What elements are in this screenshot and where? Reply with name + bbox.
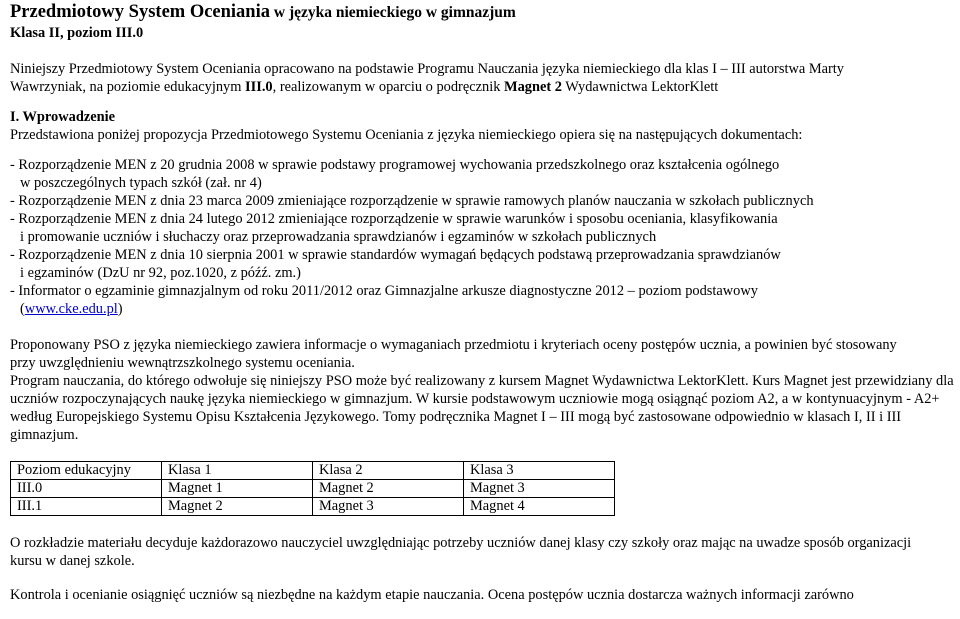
documents-list [10,156,955,318]
table-header-cell: Poziom edukacyjny [11,462,162,480]
page-subtitle: Klasa II, poziom III.0 [10,25,144,41]
intro-level: III.0 [245,79,273,95]
table-header-cell: Klasa 1 [162,462,313,480]
intro-text-3: Wydawnictwa LektorKlett [561,79,719,95]
document-item-cont: w poszczególnych typach szkół (zał. nr 4) [20,175,262,191]
spacer [10,42,955,60]
table-cell: III.1 [11,498,162,516]
cke-link-line [10,300,955,318]
link-paren-open: ( [20,301,25,317]
document-item: - Rozporządzenie MEN z dnia 24 lutego 2012 zmieniające rozporządzenie w sprawie warunków i sposobu oceniania, klasyfikowania [10,211,778,227]
intro-textbook: Magnet 2 [504,79,562,95]
spacer [10,516,955,534]
pso-paragraph: Proponowany PSO z języka niemieckiego zawiera informacje o wymaganiach przedmiotu i kryteriach oceny postępów ucznia, a powinien być stosowany przy uwzględnieniu wewnątrzszkolnego systemu oceniania. [10,337,897,371]
table-cell: Magnet 4 [464,498,615,516]
document-item: - Rozporządzenie MEN z dnia 23 marca 2009 zmieniające rozporządzenie w sprawie ramowych planów nauczania w szkołach publicznych [10,193,814,209]
section-heading: I. Wprowadzenie [10,109,116,125]
intro-paragraph [10,60,915,96]
table-cell: Magnet 3 [464,480,615,498]
levels-table [10,461,615,516]
cke-link[interactable]: www.cke.edu.pl [24,301,118,317]
section-lead: Przedstawiona poniżej propozycja Przedmiotowego Systemu Oceniania z języka niemieckiego opiera się na następujących dokumentach: [10,127,803,143]
table-cell: Magnet 3 [313,498,464,516]
document-item: - Informator o egzaminie gimnazjalnym od roku 2011/2012 oraz Gimnazjalne arkusze diagnostyczne 2012 – poziom podstawowy [10,283,758,299]
document-item-cont: i egzaminów (DzU nr 92, poz.1020, z późź. zm.) [20,265,301,281]
intro-text-1: Niniejszy Przedmiotowy System Oceniania opracowano na podstawie Programu Nauczania języka niemieckiego dla klas I – III autorstwa Marty Wawrzyniak, na poziomie edukacyjnym [10,61,844,95]
document-item: - Rozporządzenie MEN z dnia 10 sierpnia 2001 w sprawie standardów wymagań będących podstawą przeprowadzania sprawdzianów [10,247,781,263]
schedule-paragraph: O rozkładzie materiału decyduje każdorazowo nauczyciel uwzględniając potrzeby uczniów danej klasy czy szkoły oraz mając na uwadze sposób organizacji kursu w danej szkole. [10,535,912,569]
spacer [10,96,955,108]
spacer [10,144,955,156]
document-item: - Rozporządzenie MEN z 20 grudnia 2008 w sprawie podstawy programowej wychowania przedszkolnego oraz kształcenia ogólnego [10,157,780,173]
table-cell: Magnet 2 [313,480,464,498]
title-rest: w języka niemieckiego w gimnazjum [270,4,516,21]
intro-text-2: , realizowanym w oparciu o podręcznik [272,79,504,95]
title-main: Przedmiotowy System Oceniania [10,2,270,22]
control-paragraph: Kontrola i ocenianie osiągnięć uczniów są niezbędne na każdym etapie nauczania. Ocena postępów ucznia dostarcza ważnych informacji zarówno [10,587,854,603]
table-header-cell: Klasa 2 [313,462,464,480]
document-item-cont: i promowanie uczniów i słuchaczy oraz przeprowadzania sprawdzianów i egzaminów w szkołach publicznych [20,229,657,245]
document [10,0,955,604]
table-row [11,498,615,516]
table-row [11,480,615,498]
program-paragraph: Program nauczania, do którego odwołuje się niniejszy PSO może być realizowany z kursem Magnet Wydawnictwa LektorKlett. Kurs Magnet jest przewidziany dla uczniów rozpoczynających naukę języka niemieckiego w gimnazjum. W kursie podstawowym uczniowie mogą osiągnąć poziom A2, a w kontynuacyjnym - A2+ według Europejskiego Systemu Opisu Kształcenia Językowego. Tomy podręcznika Magnet I – III mogą być zastosowane odpowiednio w klasach I, II i III gimnazjum. [10,373,954,443]
link-paren-close: ) [117,301,123,317]
page-title [10,0,955,24]
table-header-row [11,462,615,480]
table-cell: Magnet 2 [162,498,313,516]
table-cell: Magnet 1 [162,480,313,498]
spacer [10,318,955,336]
spacer [10,570,955,586]
spacer [10,444,955,456]
table-header-cell: Klasa 3 [464,462,615,480]
table-cell: III.0 [11,480,162,498]
